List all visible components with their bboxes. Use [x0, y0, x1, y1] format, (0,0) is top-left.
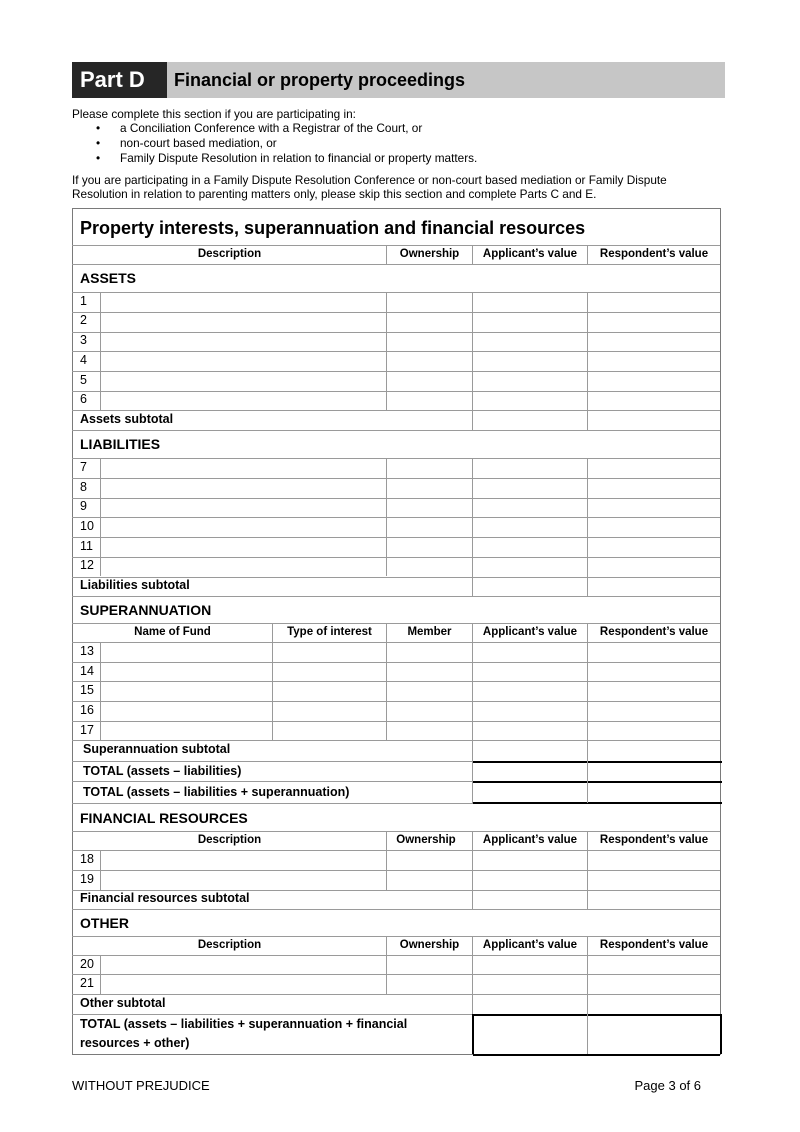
grid-line	[72, 909, 720, 910]
grid-line	[472, 850, 473, 890]
grid-line	[472, 458, 473, 576]
grid-line	[473, 1054, 720, 1056]
grid-line	[72, 332, 720, 333]
grid-line	[72, 264, 720, 265]
grid-line	[72, 537, 720, 538]
grid-line	[100, 850, 101, 890]
assets-heading: ASSETS	[80, 270, 137, 286]
grid-line	[587, 955, 588, 994]
intro-bullet: • a Conciliation Conference with a Registrar of the Court, or	[96, 121, 423, 135]
financial-resources-heading: FINANCIAL RESOURCES	[80, 810, 248, 826]
grid-line	[72, 498, 720, 499]
grand-total-label-line-1: TOTAL (assets – liabilities + superannuation + financial	[80, 1017, 408, 1031]
col-type-of-interest: Type of interest	[287, 626, 372, 638]
col-applicant-value: Applicant’s value	[482, 939, 578, 951]
row-number: 17	[80, 723, 94, 737]
grid-line	[473, 1014, 720, 1016]
grid-line	[472, 410, 473, 430]
grid-line	[720, 1014, 722, 1054]
grid-line	[72, 596, 720, 597]
row-number: 5	[80, 373, 87, 387]
grid-line	[72, 955, 720, 956]
grid-line	[72, 351, 720, 352]
row-number: 4	[80, 353, 87, 367]
grid-line	[472, 292, 473, 410]
col-applicant-value: Applicant’s value	[482, 248, 578, 260]
grid-line	[473, 761, 722, 763]
grid-line	[472, 994, 473, 1014]
intro-lead: Please complete this section if you are participating in:	[72, 107, 356, 121]
grid-line	[473, 781, 722, 783]
grid-line	[72, 517, 720, 518]
grid-line	[100, 955, 101, 994]
table-title: Property interests, superannuation and financial resources	[80, 218, 586, 238]
grid-line	[100, 642, 101, 740]
grid-line	[386, 850, 387, 890]
grid-line	[72, 292, 720, 293]
row-number: 19	[80, 872, 94, 886]
row-number: 2	[80, 313, 87, 327]
grid-line	[472, 890, 473, 909]
grid-line	[72, 850, 720, 851]
grid-line	[473, 802, 722, 804]
grid-line	[587, 850, 588, 890]
grid-line	[587, 1014, 588, 1054]
grid-line	[72, 974, 720, 975]
row-number: 18	[80, 852, 94, 866]
grid-line	[72, 870, 720, 871]
grid-line	[587, 740, 588, 803]
col-ownership: Ownership	[399, 939, 460, 951]
col-description: Description	[197, 939, 262, 951]
grid-line	[72, 312, 720, 313]
row-number: 11	[80, 539, 93, 553]
row-number: 7	[80, 460, 87, 474]
row-number: 15	[80, 683, 94, 697]
page-number: Page 3 of 6	[634, 1078, 701, 1093]
section-title: Financial or property proceedings	[174, 70, 466, 90]
grid-line	[72, 642, 720, 643]
total-with-superannuation-label: TOTAL (assets – liabilities + superannuation)	[83, 785, 350, 799]
col-ownership: Ownership	[399, 248, 460, 260]
grid-line	[587, 994, 588, 1014]
col-respondent-value: Respondent’s value	[599, 834, 709, 846]
col-fund-name: Name of Fund	[134, 626, 211, 638]
liabilities-heading: LIABILITIES	[80, 436, 161, 452]
col-applicant-value: Applicant’s value	[482, 834, 578, 846]
grid-line	[100, 292, 101, 410]
col-respondent-value: Respondent’s value	[599, 626, 709, 638]
row-number: 20	[80, 957, 94, 971]
row-number: 3	[80, 333, 87, 347]
col-ownership: Ownership	[396, 834, 456, 846]
grid-line	[472, 1014, 474, 1054]
row-number: 12	[80, 558, 94, 572]
row-number: 6	[80, 392, 87, 406]
skip-note-line-2: Resolution in relation to parenting matters only, please skip this section and complete Parts C and E.	[72, 187, 597, 201]
superannuation-heading: SUPERANNUATION	[80, 602, 212, 618]
col-member: Member	[407, 626, 452, 638]
intro-bullet: • Family Dispute Resolution in relation to financial or property matters.	[96, 151, 478, 165]
col-description: Description	[197, 248, 262, 260]
grid-line	[72, 458, 720, 459]
other-subtotal-label: Other subtotal	[80, 996, 166, 1010]
grid-line	[386, 458, 387, 576]
total-assets-liabilities-label: TOTAL (assets – liabilities)	[83, 764, 242, 778]
col-applicant-value: Applicant’s value	[482, 626, 578, 638]
col-respondent-value: Respondent’s value	[599, 248, 709, 260]
grid-line	[72, 662, 720, 663]
grid-line	[72, 430, 720, 431]
row-number: 21	[80, 976, 94, 990]
grand-total-label-line-2: resources + other)	[80, 1036, 190, 1050]
col-description: Description	[197, 834, 262, 846]
grid-line	[72, 701, 720, 702]
grid-line	[72, 391, 720, 392]
intro-bullet: • non-court based mediation, or	[96, 136, 277, 150]
superannuation-subtotal-label: Superannuation subtotal	[83, 742, 231, 756]
grid-line	[72, 994, 720, 995]
row-number: 14	[80, 664, 94, 678]
part-label: Part D	[72, 62, 167, 98]
grid-line	[386, 292, 387, 410]
other-heading: OTHER	[80, 915, 129, 931]
grid-line	[587, 410, 588, 430]
grid-line	[72, 557, 720, 558]
grid-line	[72, 478, 720, 479]
grid-line	[72, 721, 720, 722]
grid-line	[587, 890, 588, 909]
grid-line	[100, 458, 101, 576]
financial-resources-subtotal-label: Financial resources subtotal	[80, 891, 250, 905]
assets-subtotal-label: Assets subtotal	[80, 412, 174, 426]
liabilities-subtotal-label: Liabilities subtotal	[80, 578, 190, 592]
grid-line	[587, 576, 588, 596]
grid-line	[472, 740, 473, 803]
grid-line	[472, 576, 473, 596]
row-number: 8	[80, 480, 87, 494]
grid-line	[472, 955, 473, 994]
row-number: 13	[80, 644, 94, 658]
row-number: 1	[80, 294, 87, 308]
grid-line	[72, 681, 720, 682]
col-respondent-value: Respondent’s value	[599, 939, 709, 951]
row-number: 9	[80, 499, 87, 513]
row-number: 10	[80, 519, 94, 533]
grid-line	[386, 955, 387, 994]
footer-label: WITHOUT PREJUDICE	[72, 1078, 210, 1093]
grid-line	[587, 458, 588, 576]
row-number: 16	[80, 703, 94, 717]
grid-line	[587, 292, 588, 410]
skip-note-line-1: If you are participating in a Family Dispute Resolution Conference or non-court based mediation or Family Dispute	[72, 173, 667, 187]
grid-line	[72, 371, 720, 372]
